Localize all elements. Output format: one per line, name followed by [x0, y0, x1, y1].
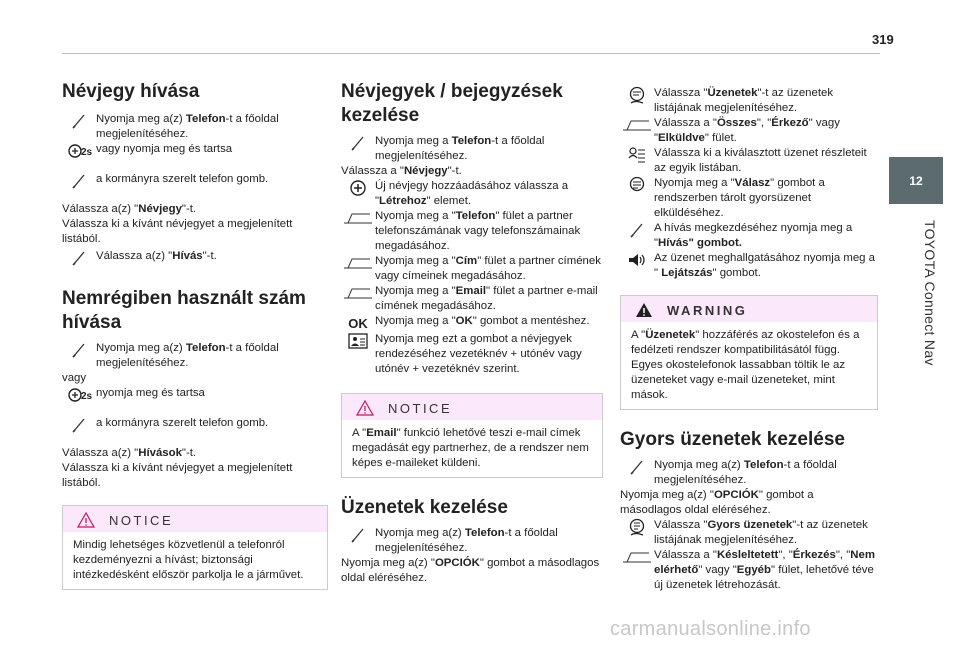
quick-messages-icon [620, 518, 654, 536]
heading-call-contact: Névjegy hívása [62, 81, 200, 102]
notice-triangle-icon [77, 512, 95, 528]
tab-icon [620, 116, 654, 134]
warning-title: WARNING [667, 302, 748, 318]
step-row: A hívás megkezdéséhez nyomja meg a "Hívás" gombot. [620, 221, 878, 251]
notice-title: NOTICE [109, 512, 174, 528]
step-row: Válassza "Üzenetek"-t az üzenetek listájának megjelenítéséhez. [620, 86, 878, 116]
tab-icon [341, 209, 375, 227]
paragraph: Válassza a(z) "Névjegy"-t. [62, 203, 197, 215]
header-rule [62, 53, 880, 54]
column-1 [62, 80, 328, 590]
step-row: OK Nyomja meg a "OK" gombot a mentéshez. [341, 314, 603, 332]
touch-pen-icon [341, 526, 375, 544]
reply-message-icon [620, 176, 654, 194]
touch-pen-icon [62, 341, 96, 359]
steering-phone-button-icon [62, 386, 96, 404]
svg-text:2s: 2s [81, 147, 92, 158]
warning-body: A "Üzenetek" hozzáférés az okostelefon és a fedélzeti rendszer kompatibilitásától függ. Egyes okostelefonok lassabban töltik le az üzeneteket vagy e-mail üzeneteket, mint mások. [631, 329, 860, 401]
column-3 [620, 86, 878, 593]
touch-pen-icon [62, 112, 96, 130]
step-row: Nyomja meg a(z) Telefon-t a főoldal megjelenítéséhez. [620, 458, 878, 488]
touch-pen-icon [341, 134, 375, 152]
touch-pen-icon [62, 416, 96, 434]
messages-icon [620, 86, 654, 104]
paragraph: Válassza a(z) "Hívások"-t. [62, 447, 197, 459]
notice-body: Mindig lehetséges közvetlenül a telefonról kezdeményezni a hívást; biztonsági intézkedésként először parkolja le a járművet. [73, 539, 304, 581]
column-2 [341, 80, 603, 586]
warning-triangle-icon [635, 302, 653, 318]
touch-pen-icon [62, 172, 96, 190]
tab-icon [620, 548, 654, 566]
svg-text:2s: 2s [81, 391, 92, 402]
step-row: Nyomja meg a "Cím" fület a partner címének vagy címeinek megadásához. [341, 254, 603, 284]
notice-title: NOTICE [388, 400, 453, 416]
paragraph: Válassza ki a kívánt névjegyet a megjelenített listából. [62, 218, 293, 245]
tab-icon [341, 284, 375, 302]
notice-body: A "Email" funkció lehetővé teszi e-mail címek megadását egy partnerhez, de a rendszer nem képes e-maileket küldeni. [352, 427, 589, 469]
side-title: TOYOTA Connect Nav [922, 220, 938, 366]
step-row: Válassza a "Késleltetett", "Érkezés", "Nem elérhető" vagy "Egyéb" fület, lehetővé téve új üzenetek létrehozását. [620, 548, 878, 593]
step-row: Válassza a "Összes", "Érkező" vagy "Elküldve" fület. [620, 116, 878, 146]
step-row: Az üzenet meghallgatásához nyomja meg a " Lejátszás" gombot. [620, 251, 878, 281]
step-row: Nyomja meg a Telefon-t a főoldal megjelenítéséhez. [341, 134, 603, 164]
page-number: 319 [872, 32, 894, 47]
warning-box [620, 295, 878, 410]
notice-triangle-icon [356, 400, 374, 416]
step-row: a kormányra szerelt telefon gomb. [62, 416, 328, 434]
heading-messages-manage: Üzenetek kezelése [341, 497, 508, 518]
notice-box [62, 505, 328, 590]
steering-phone-button-icon [62, 142, 96, 160]
heading-contacts-manage: Névjegyek / bejegyzések kezelése [341, 81, 563, 126]
touch-pen-icon [62, 249, 96, 267]
paragraph: vagy [62, 372, 87, 384]
notice-box [341, 393, 603, 478]
step-row: Nyomja meg a(z) Telefon-t a főoldal megjelenítéséhez. [62, 341, 328, 371]
paragraph: Nyomja meg a(z) "OPCIÓK" gombot a másodlagos oldal eléréséhez. [341, 557, 600, 584]
heading-quick-messages: Gyors üzenetek kezelése [620, 429, 845, 450]
touch-pen-icon [620, 458, 654, 476]
step-row: Nyomja meg ezt a gombot a névjegyek rendezéséhez vezetéknév + utónév vagy utónév + vezetéknév szerint. [341, 332, 603, 377]
paragraph: Válassza ki a kívánt névjegyet a megjelenített listából. [62, 462, 293, 489]
step-row: Nyomja meg a "Válasz" gombot a rendszerben tárolt gyorsüzenet elküldéséhez. [620, 176, 878, 221]
ok-button-icon: OK [348, 315, 368, 331]
step-row: Nyomja meg a(z) Telefon-t a főoldal megjelenítéséhez. [62, 112, 328, 142]
message-details-icon [620, 146, 654, 164]
step-row: Válassza a(z) "Hívás"-t. [62, 249, 328, 267]
tab-icon [341, 254, 375, 272]
speaker-icon [620, 251, 654, 269]
step-row: Válassza ki a kiválasztott üzenet részleteit az egyik listában. [620, 146, 878, 176]
paragraph: Nyomja meg a(z) "OPCIÓK" gombot a másodlagos oldal eléréséhez. [620, 489, 814, 516]
step-row: a kormányra szerelt telefon gomb. [62, 172, 328, 190]
touch-pen-icon [620, 221, 654, 239]
heading-recent-number: Nemrégiben használt szám hívása [62, 288, 306, 333]
paragraph: Válassza a "Névjegy"-t. [341, 165, 462, 177]
step-row: 2s nyomja meg és tartsa [62, 386, 328, 404]
step-row: Új névjegy hozzáadásához válassza a "Létrehoz" elemet. [341, 179, 603, 209]
step-row: Nyomja meg a(z) Telefon-t a főoldal megjelenítéséhez. [341, 526, 603, 556]
add-circle-icon [341, 179, 375, 197]
step-row: 2s vagy nyomja meg és tartsa [62, 142, 328, 160]
sort-contacts-icon [341, 332, 375, 350]
step-row: Válassza "Gyors üzenetek"-t az üzenetek listájának megjelenítéséhez. [620, 518, 878, 548]
chapter-tab: 12 [889, 157, 943, 204]
step-row: Nyomja meg a "Telefon" fület a partner telefonszámának vagy telefonszámainak megadásához. [341, 209, 603, 254]
watermark: carmanualsonline.info [610, 618, 811, 640]
step-row: Nyomja meg a "Email" fület a partner e-mail címének megadásához. [341, 284, 603, 314]
